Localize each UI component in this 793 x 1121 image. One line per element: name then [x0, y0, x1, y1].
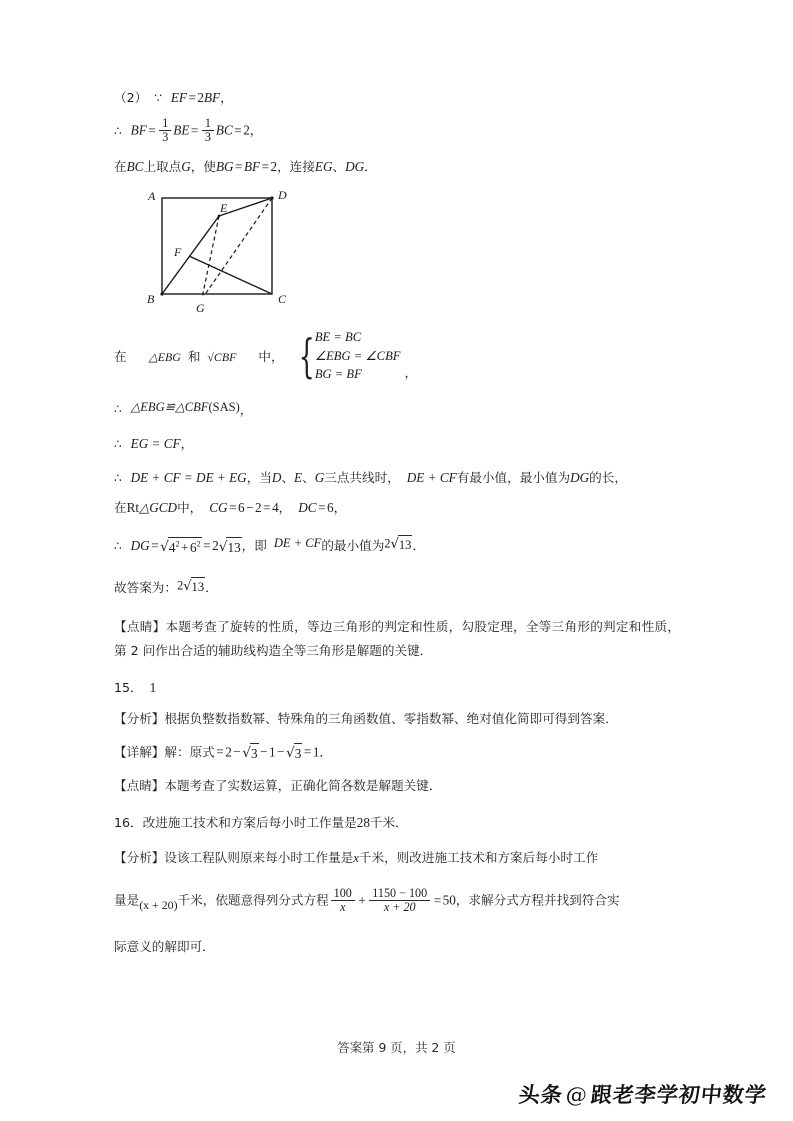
expr-de-cf-eg: DE + CF = DE + EG	[130, 470, 247, 486]
frac-numerator-1150: 1150 − 100	[372, 886, 428, 901]
expr-bf-2: BF	[130, 122, 147, 138]
item-15-analysis	[114, 707, 680, 732]
equals-sign-6: =	[261, 158, 270, 174]
fraction-100-over-x	[331, 887, 355, 913]
expr-de-cf: DE + CF	[406, 470, 457, 486]
label-a: A	[148, 189, 156, 204]
segment-dg-dashed	[204, 198, 272, 296]
expr-bc-2: BC	[126, 158, 144, 174]
radical-pythagoras	[160, 536, 202, 558]
watermark-account-name: 跟老李学初中数学	[589, 1083, 769, 1107]
radicand-13-answer: 13	[191, 577, 206, 597]
expr-eg-cf: EG = CF	[130, 435, 181, 451]
exponent-2-b: 2	[196, 539, 201, 549]
frac-numerator-100: 100	[333, 886, 352, 901]
equals-sign: =	[188, 90, 196, 105]
detail-equals-1: =	[216, 744, 224, 760]
analysis-text-a: 设该工程队则原来每小时工作量是	[164, 850, 354, 866]
frac-numerator: 1	[204, 116, 211, 131]
system-equations	[315, 328, 401, 383]
item-15-detail	[114, 742, 680, 764]
left-brace: {	[298, 328, 315, 383]
equals-sign-2: =	[148, 122, 156, 138]
system-eq-bg-bf: BG = BF	[314, 367, 362, 382]
radicand-13-b: 13	[398, 535, 413, 555]
text-connect: ，连接	[277, 158, 315, 174]
enumeration-comma: 、	[332, 158, 346, 174]
radicand-3-b: 3	[294, 743, 303, 764]
text-namely: 即	[254, 538, 267, 554]
system-eq-be-bc: BE = BC	[314, 330, 362, 345]
analysis-text-b: 千米，则改进施工技术和方案后每小时工作	[358, 850, 599, 866]
coefficient-2: 2	[197, 90, 204, 105]
analysis-text-f: 际意义的解即可．	[114, 938, 215, 954]
text-zai-2: 在	[114, 349, 127, 365]
radical-3-b	[286, 742, 302, 764]
equals-sign-3: =	[190, 122, 199, 138]
point-e: E	[294, 470, 303, 486]
footer-page-indicator: 答案第 9 页，共 2 页	[337, 1040, 456, 1055]
vertex-dot-d	[270, 197, 273, 200]
triangle-cbf: √CBF	[207, 350, 237, 365]
page-footer	[0, 1038, 793, 1056]
num-2: 2	[255, 499, 262, 515]
expr-x-plus-20: (x + 20)	[139, 898, 178, 913]
label-c: C	[278, 292, 287, 307]
equals-sign-11: =	[203, 538, 211, 554]
item-15-answer-line	[114, 678, 680, 698]
point-g: G	[181, 158, 191, 174]
watermark-toutiao-handle	[517, 1079, 768, 1109]
item-16-number: 16．	[114, 814, 143, 830]
radical-sign: √	[183, 579, 192, 595]
comma-3: ，	[239, 401, 253, 417]
segment-dg-3: DG	[130, 538, 150, 554]
radical-sign: √	[160, 538, 169, 555]
watermark-platform-label: 头条	[517, 1083, 565, 1107]
frac-denominator-x: x	[331, 900, 355, 914]
label-e: E	[220, 201, 228, 216]
congruence-system-row	[114, 328, 680, 383]
expr-bc: BC	[215, 122, 233, 138]
plus-sign-1: +	[181, 539, 189, 555]
geometry-figure-square-abcd	[132, 186, 322, 314]
system-trailing-comma: ，	[404, 364, 418, 380]
therefore-symbol-5: ∴	[114, 539, 122, 554]
point-g-2: G	[314, 470, 325, 486]
term-1: 1	[269, 744, 276, 760]
solution-line-congruent	[114, 398, 680, 420]
system-prefix-group	[114, 346, 284, 365]
text-minimum-is: 的最小值为	[321, 538, 385, 554]
at-symbol-icon: @	[564, 1083, 590, 1107]
frac-denominator: 3	[202, 130, 214, 144]
point-d: D	[271, 470, 282, 486]
period-3: ．	[205, 580, 218, 596]
solution-line-bf-fraction	[114, 117, 680, 143]
comma-6: ，	[333, 499, 347, 515]
label-b: B	[147, 292, 155, 307]
label-g: G	[196, 301, 205, 315]
plus-sign-2: +	[358, 892, 366, 908]
final-coef-2: 2	[384, 536, 391, 551]
analysis-tag-16: 【分析】	[114, 850, 165, 866]
text-take-point: 上取点	[143, 158, 182, 174]
radical-sign: √	[286, 744, 295, 761]
highlight-text-15: 本题考查了实数运算，正确化简各数是解题关键．	[164, 778, 442, 794]
segment-be-solid	[162, 216, 219, 294]
term-2: 2	[225, 744, 232, 760]
fraction-one-third-a	[159, 117, 171, 143]
solution-line-rt-triangle	[114, 498, 680, 518]
vertex-dot-b	[160, 293, 163, 296]
label-d: D	[278, 188, 287, 203]
therefore-symbol-1: ∴	[114, 123, 122, 138]
analysis-text-c: 量是	[114, 892, 140, 908]
text-zai: 在	[114, 158, 127, 174]
text-has-minimum: 有最小值，最小值为	[456, 470, 571, 486]
label-rt: Rt	[126, 499, 140, 515]
period-1: ．	[364, 158, 377, 174]
fraction-one-third-b	[202, 117, 214, 143]
item-15-number: 15．	[114, 679, 143, 695]
num-6-b: 6	[327, 499, 334, 515]
item-15-highlight	[114, 774, 680, 799]
text-such-that: ，使	[190, 158, 216, 174]
enum-comma-2: 、	[302, 470, 315, 486]
frac-numerator: 1	[162, 116, 169, 131]
final-value-group	[384, 534, 412, 555]
highlight-paragraph-14	[114, 615, 680, 664]
equals-sign-4: =	[234, 122, 242, 138]
item-16-statement-text: 改进施工技术和方案后每小时工作量是	[142, 814, 357, 830]
item-15-answer: 1	[149, 679, 157, 695]
answer-value-group	[177, 576, 205, 597]
period-2: ．	[412, 538, 425, 554]
expr-dc: DC	[298, 499, 317, 515]
answer-coef: 2	[176, 578, 184, 593]
radical-13-b	[391, 534, 413, 555]
equals-sign-5: =	[235, 158, 243, 174]
comma-1: ，	[220, 90, 233, 105]
radical-13-a	[219, 536, 242, 558]
rhs-50: 50	[442, 892, 456, 908]
vertex-dot-e	[218, 215, 221, 218]
expr-bf: BF	[204, 90, 221, 105]
expr-bf-3: BF	[243, 158, 261, 174]
radical-13-answer	[183, 576, 205, 597]
segment-fc-solid	[189, 256, 272, 294]
variable-x: x	[353, 851, 359, 866]
item-16-unit: 千米．	[369, 814, 408, 830]
radical-sign: √	[242, 744, 251, 761]
item-16-statement	[114, 813, 680, 833]
item-16-analysis-line3	[114, 937, 680, 957]
radicand-6: 6	[190, 539, 197, 555]
therefore-symbol-3: ∴	[114, 436, 122, 451]
answer-label: 故答案为：	[114, 580, 177, 596]
exponent-2-a: 2	[175, 539, 180, 549]
equals-sign-10: =	[151, 538, 159, 554]
comma-4: ，	[180, 435, 194, 451]
equals-sign-8: =	[263, 499, 271, 515]
congruence-statement: △EBG≌△CBF	[130, 399, 209, 414]
coef-2-rad: 2	[212, 538, 219, 554]
detail-equals-2: =	[303, 744, 312, 760]
equals-sign-7: =	[229, 499, 237, 515]
therefore-symbol-2: ∴	[114, 402, 122, 417]
solution-line-eg-cf	[114, 434, 680, 454]
triangle-ebg: △EBG	[148, 350, 181, 365]
minus-sign-2: −	[233, 744, 241, 760]
minus-sign-4: −	[277, 744, 285, 760]
enum-comma-1: 、	[281, 470, 295, 486]
expr-de-cf-2: DE + CF	[273, 536, 322, 551]
frac-denominator: 3	[159, 130, 171, 144]
fraction-1150-minus-100-over-x-plus-20	[369, 887, 430, 913]
analysis-tag-15: 【分析】	[114, 711, 165, 727]
expr-be: BE	[173, 122, 190, 138]
part-label: （2）	[114, 90, 148, 105]
equals-sign-9: =	[318, 499, 326, 515]
highlight-tag-14: 【点睛】	[114, 618, 166, 634]
analysis-text-d: 千米，依题意得列分式方程	[177, 892, 329, 908]
detail-tag-15: 【详解】	[114, 744, 165, 760]
text-zhong: 中，	[258, 349, 284, 365]
frac-denominator-x20: x + 20	[369, 900, 430, 914]
solution-line-ef-equals-2bf	[114, 88, 680, 108]
num-4: 4	[272, 499, 279, 515]
item-16-value: 28	[356, 814, 370, 830]
segment-dg-2: DG	[570, 470, 590, 486]
text-length: 的长，	[589, 470, 627, 486]
text-zhong-2: 中，	[177, 499, 203, 515]
radical-sign: √	[218, 538, 228, 555]
radical-3-a	[242, 742, 258, 764]
comma-7: ，	[241, 538, 255, 554]
detail-result-15: 1	[312, 744, 320, 760]
page-content	[114, 88, 680, 965]
minus-sign-1: −	[246, 499, 254, 515]
radicand-4: 4	[168, 539, 176, 555]
solution-line-collinear	[114, 468, 680, 488]
item-16-analysis-line1	[114, 847, 680, 869]
therefore-symbol-4: ∴	[114, 471, 122, 486]
solution-line-construct-g	[114, 157, 680, 177]
detail-prefix-15: 解：原式	[164, 744, 215, 760]
expr-ef: EF	[170, 90, 187, 105]
equals-sign-12: =	[433, 892, 442, 908]
item-16-analysis-equation-line	[114, 887, 680, 914]
system-eq-angle: ∠EBG = ∠CBF	[314, 348, 401, 363]
segment-eg: EG	[314, 158, 333, 174]
expr-bg: BG	[215, 158, 234, 174]
minus-sign-3: −	[260, 744, 268, 760]
text-collinear: 三点共线时，	[324, 470, 400, 486]
analysis-text-15: 根据负整数指数幂、特殊角的三角函数值、零指数幂、绝对值化简即可得到答案．	[164, 711, 618, 727]
analysis-text-e: ，求解分式方程并找到符合实	[455, 892, 620, 908]
figure-svg	[132, 186, 322, 314]
because-symbol: ∵	[154, 91, 162, 105]
radicand-3-a: 3	[250, 743, 259, 764]
solution-line-dg-value	[114, 534, 680, 558]
final-answer-line	[114, 576, 680, 599]
label-f: F	[174, 245, 182, 260]
comma-2: ，	[249, 122, 263, 138]
expr-cg: CG	[209, 499, 228, 515]
value-2-b: 2	[270, 158, 278, 174]
congruence-reason-sas: (SAS)	[208, 399, 240, 414]
radical-sign: √	[390, 537, 399, 553]
text-zai-3: 在	[114, 499, 127, 515]
system-brace-wrap	[292, 328, 401, 383]
value-2: 2	[243, 122, 250, 138]
radicand-13: 13	[226, 537, 241, 558]
triangle-gcd: △GCD	[139, 499, 178, 515]
period-4: ．	[319, 744, 332, 760]
segment-dg: DG	[345, 158, 365, 174]
text-he: 和	[187, 349, 201, 365]
highlight-tag-15: 【点睛】	[114, 778, 165, 794]
text-when: ，当	[246, 470, 272, 486]
radicand-group	[168, 537, 202, 558]
highlight-text-14: 本题考查了旋转的性质，等边三角形的判定和性质，勾股定理，全等三角形的判定和性质，第 2 问作出合适的辅助线构造全等三角形是解题的关键．	[114, 618, 681, 659]
comma-5: ，	[278, 499, 292, 515]
num-6: 6	[238, 499, 245, 515]
